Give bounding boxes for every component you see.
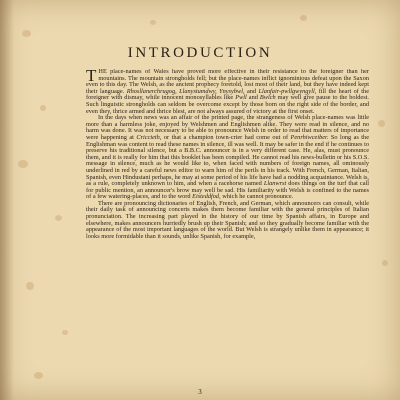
- paragraph-3: There are pronouncing dictionaries of English, French, and German, which announcers can consult, while their daily task of announcing concerts makes them become familiar with the general principles of Italian pronunciation. The increasing part played in the history of our time by Spanish affairs, in Europe and elsewhere, makes announcers hurriedly brush up their Spanish; and so they gradually become familiar with the appearance of the most important languages of the world. But Welsh is strangely unlike them in appearance; it looks more formidable than it sounds, unlike Spanish, for example,: [86, 199, 369, 240]
- foxing-spot: [378, 120, 385, 127]
- foxing-spot: [26, 282, 34, 290]
- foxing-spot: [150, 20, 156, 25]
- foxing-spot: [382, 260, 388, 266]
- paragraph-1: THE place-names of Wales have proved more effective in their resistance to the foreigner than her mountains. The mountain strongholds fell; but the place-names inflict ignominious defeat upon the Saxon even to this day. The Welsh, as the ancient prophecy foretold, lost most of their land, but they have indeed kept their language. Rhosllanerchrugog, Llanystumdwy, Ynysybwl, and Llanfair-pwllgwyngyll, fill the heart of the foreigner with dismay, while innocent monosyllables like Pwll and Bwlch may well give pause to the boldest. Such linguistic strongholds can seldom be overcome except by those born on the right side of the border, and even they, thrice armed and thrice blest, are not always assured of victory at the first onset.: [86, 69, 369, 115]
- foxing-spot: [34, 372, 43, 379]
- foxing-spot: [40, 105, 46, 111]
- body-text: [86, 69, 369, 387]
- foxing-spot: [18, 160, 28, 168]
- foxing-spot: [62, 330, 68, 335]
- drop-cap: T: [86, 69, 97, 85]
- paragraph-2: In the days when news was an affair of the printed page, the strangeness of Welsh place-names was little more than a harmless joke, enjoyed by Welshmen and Englishmen alike. They were read in silence, and no harm was done. It was not necessary to be able to pronounce Welsh in order to read that matters of importance were happening at Criccieth, or that a champion town-crier had come out of Penrhiwceiber. So long as the Englishman was content to read these names in silence, ill was well. It may be safer in the end if he continues to preserve his traditional silence, but a B.B.C. announcer is in a very different case. He, alas, must pronounce them, and it is really for him that this booklet has been compiled. He cannot read his news-bulletin or his S.O.S. message in silence, much as he would like to, when faced with numbers of foreign names, all ominously underlined in red by a careful news editor to warn him of the perils in his track. With French, German, Italian, Spanish, even Hindustani perhaps, he may at some period of his life have had a nodding acquaintance. Welsh is, as a rule, completely unknown to him, and when a racehorse named Llanwrst does things on the turf that call for public mention, an announcer's brow may well be sad. His familiarity with Welsh is confined to the names of a few watering-places, and to the word Eisteddfod, which he cannot pronounce.: [86, 114, 369, 201]
- foxing-spot: [55, 215, 62, 221]
- page-title: INTRODUCTION: [127, 45, 273, 61]
- foxing-spot: [22, 30, 31, 37]
- foxing-spot: [300, 15, 307, 21]
- page-number: 3: [198, 388, 202, 396]
